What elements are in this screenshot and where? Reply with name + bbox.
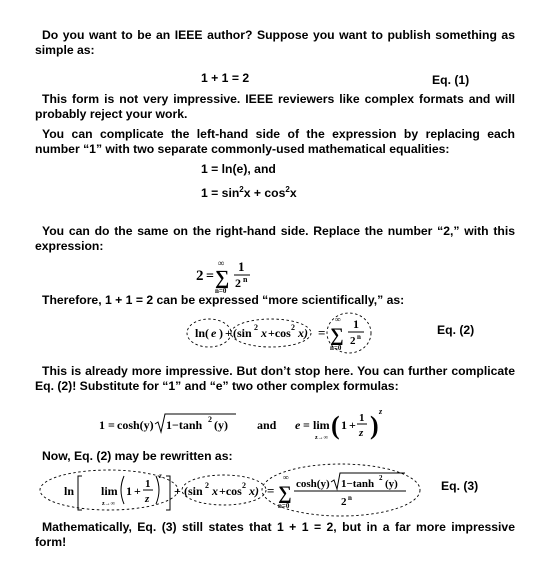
equation-3-label: Eq. (3) bbox=[441, 479, 479, 493]
therefore-paragraph: Therefore, 1 + 1 = 2 can be expressed “more scientifically,” as: bbox=[42, 293, 405, 307]
right-side-paragraph: You can do the same on the right-hand side. Replace the number “2,” with this expression: bbox=[35, 224, 515, 253]
equation-two-as-series bbox=[190, 254, 270, 296]
subst-frac-num: 1 bbox=[359, 412, 365, 424]
eq-two-lhs: 2 bbox=[196, 268, 204, 284]
eq2-equals: = bbox=[318, 325, 326, 340]
subst-equals-2: = bbox=[303, 418, 310, 432]
eq3-sin: (sin bbox=[184, 484, 203, 498]
eq3-num-cosh: cosh(y) bbox=[296, 478, 330, 490]
eq2-x2: x) bbox=[298, 326, 308, 340]
eq2-ln: ln( bbox=[195, 326, 210, 340]
eq3-num-sqrt-arg: (y) bbox=[385, 478, 398, 490]
eq3-denominator: 2 bbox=[341, 496, 347, 508]
subst-paren-plus: + bbox=[349, 418, 356, 432]
eq2-denominator: 2 bbox=[350, 335, 356, 347]
identity-trig-end: x bbox=[289, 186, 297, 201]
eq3-paren-open bbox=[121, 476, 124, 504]
equation-1: 1 + 1 = 2 bbox=[201, 71, 250, 85]
subst-frac-den: z bbox=[359, 427, 364, 439]
eq2-lower: n=0 bbox=[330, 344, 342, 352]
identity-trig bbox=[201, 182, 297, 201]
complicate-left-paragraph: You can complicate the left-hand side of the expression by replacing each number “1” with two separate commonly-used mathematical equalities: bbox=[35, 127, 515, 156]
eq2-sin-exp: 2 bbox=[254, 323, 258, 332]
eq-two-upper: ∞ bbox=[218, 258, 225, 268]
subst-and: and bbox=[257, 418, 277, 432]
eq3-lim-sub: z→∞ bbox=[102, 501, 115, 507]
eq3-lower: n=0 bbox=[278, 502, 290, 510]
subst-paren-open: ( bbox=[331, 411, 340, 440]
eq3-num-sqrt: 1−tanh bbox=[341, 478, 375, 490]
equation-1-label: Eq. (1) bbox=[432, 73, 470, 87]
eq2-cos-exp: 2 bbox=[291, 323, 295, 332]
eq3-power: z bbox=[159, 472, 162, 480]
identity-ln: 1 = ln(e), and bbox=[201, 162, 276, 176]
eq3-ln: ln bbox=[64, 484, 75, 498]
eq3-num-sqrt-exp: 2 bbox=[379, 474, 383, 482]
eq2-plus: + bbox=[225, 326, 232, 340]
eq3-frac-num: 1 bbox=[145, 478, 151, 490]
eq3-lim: lim bbox=[101, 484, 118, 498]
eq3-sigma: ∑ bbox=[278, 483, 292, 504]
subst-lim: lim bbox=[313, 418, 330, 432]
final-paragraph: Mathematically, Eq. (3) still states that 1 + 1 = 2, but in a far more impressive form! bbox=[35, 520, 515, 549]
subst-paren-close: ) bbox=[370, 411, 379, 440]
eq2-sin: (sin bbox=[233, 326, 252, 340]
identity-trig-sq2: 2 bbox=[285, 185, 290, 194]
eq-two-exponent: n bbox=[243, 275, 248, 284]
equation-2 bbox=[185, 311, 385, 359]
not-impressive-paragraph: This form is not very impressive. IEEE reviewers like complex formats and will probably reject your work. bbox=[35, 92, 515, 121]
identity-trig-lhs: 1 = sin bbox=[201, 186, 240, 201]
eq2-den-exp: n bbox=[357, 333, 361, 341]
eq3-paren-close bbox=[156, 476, 159, 504]
subst-sqrt-body: 1−tanh bbox=[166, 418, 203, 432]
equation-2-label: Eq. (2) bbox=[437, 323, 475, 337]
subst-paren-one: 1 bbox=[341, 418, 347, 432]
eq2-close: ) bbox=[219, 326, 223, 340]
eq2-e: e bbox=[211, 326, 217, 340]
subst-equals-1: = bbox=[108, 418, 115, 432]
subst-one: 1 bbox=[99, 418, 105, 432]
eq3-one: 1 bbox=[126, 484, 132, 498]
identity-trig-mid: x + cos bbox=[243, 186, 286, 201]
eq3-x2: x) bbox=[249, 484, 259, 498]
identity-trig-sq1: 2 bbox=[239, 185, 244, 194]
eq3-x1: x bbox=[212, 484, 218, 498]
subst-sqrt-arg: (y) bbox=[214, 418, 228, 432]
subst-lim-sub: z→∞ bbox=[315, 435, 328, 441]
eq3-equals: = bbox=[267, 483, 275, 498]
eq2-numerator: 1 bbox=[353, 317, 359, 331]
eq3-den-exp: n bbox=[348, 494, 352, 502]
subst-sqrt-exp: 2 bbox=[208, 415, 212, 424]
eq-two-denominator: 2 bbox=[235, 276, 241, 290]
subst-power: z bbox=[379, 407, 383, 416]
eq-two-lower: n=0 bbox=[215, 287, 227, 295]
eq3-plus: + bbox=[134, 484, 141, 498]
eq2-sigma: ∑ bbox=[330, 325, 344, 346]
eq2-upper: ∞ bbox=[335, 315, 341, 324]
subst-e: e bbox=[295, 418, 301, 432]
eq-two-sigma: ∑ bbox=[215, 267, 230, 289]
eq3-sin-exp: 2 bbox=[205, 481, 209, 490]
eq-two-numerator: 1 bbox=[238, 259, 245, 274]
eq3-frac-den: z bbox=[145, 493, 150, 505]
now-rewritten-paragraph: Now, Eq. (2) may be rewritten as: bbox=[42, 449, 233, 463]
eq-two-equals: = bbox=[206, 269, 214, 284]
intro-paragraph: Do you want to be an IEEE author? Suppose you want to publish something as simple as: bbox=[35, 28, 515, 57]
equation-3 bbox=[38, 462, 428, 522]
eq2-cos: +cos bbox=[268, 326, 291, 340]
eq3-bracket-open bbox=[78, 476, 82, 510]
eq3-cos-exp: 2 bbox=[242, 481, 246, 490]
eq3-upper: ∞ bbox=[283, 473, 289, 482]
substitution-formulas bbox=[95, 402, 395, 448]
eq3-plus2: + bbox=[174, 484, 181, 498]
already-impressive-paragraph: This is already more impressive. But don’t stop here. You can further complicate Eq. (2)! Substitute for “1” and “e” two other complex formulas: bbox=[35, 364, 515, 393]
eq2-x1: x bbox=[261, 326, 267, 340]
eq3-cos: +cos bbox=[219, 484, 242, 498]
subst-cosh: cosh(y) bbox=[117, 418, 154, 432]
eq3-bracket-close bbox=[166, 476, 170, 510]
